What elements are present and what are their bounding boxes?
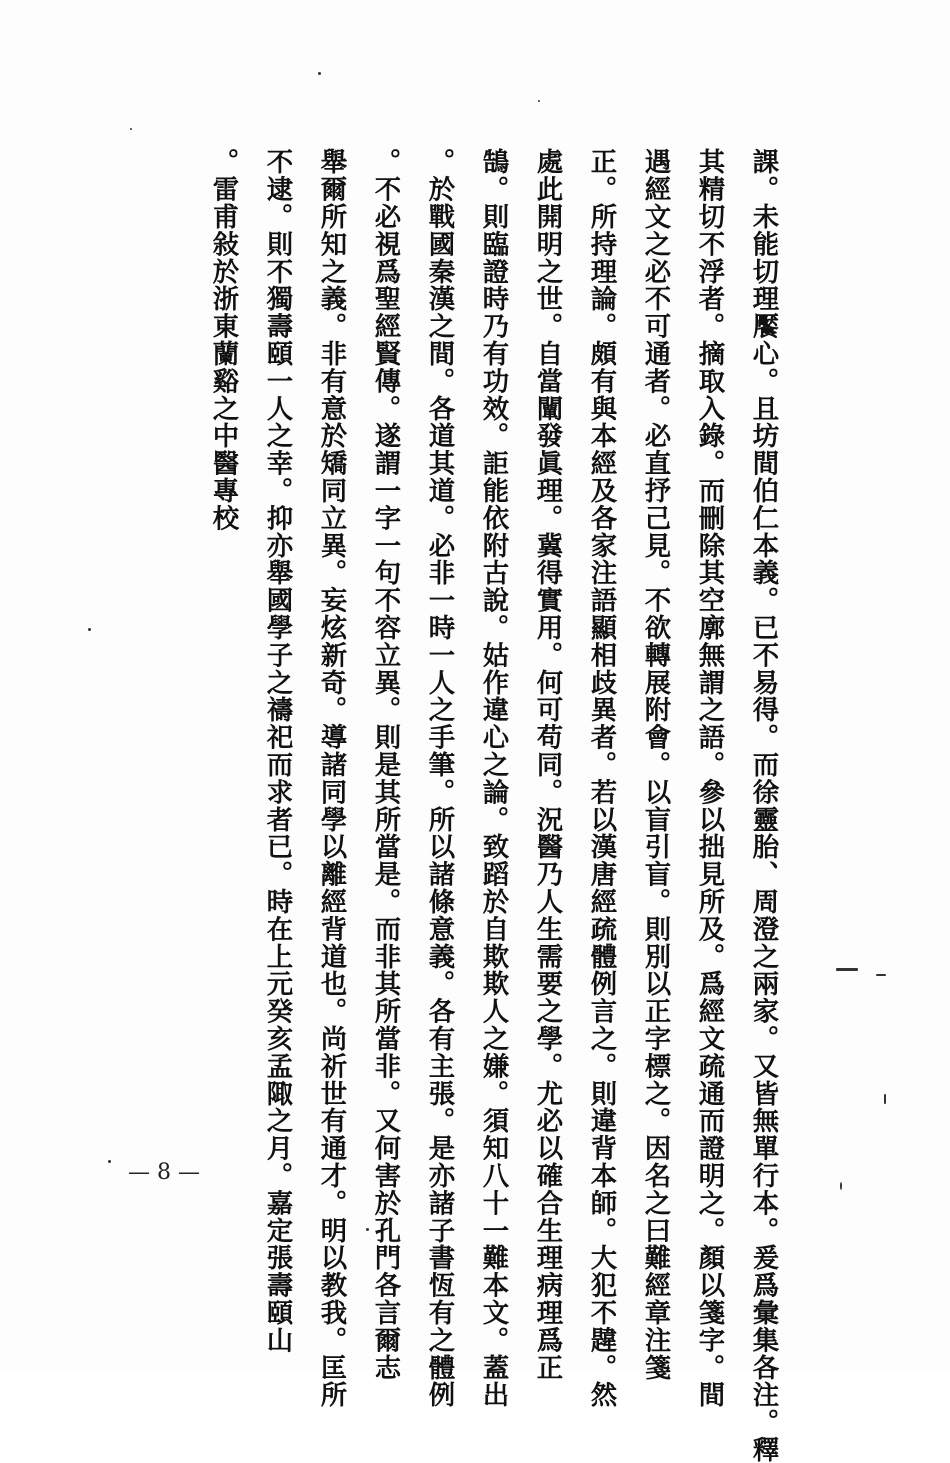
scan-speck	[130, 128, 132, 130]
text-column-6: 鵠。則臨證時乃有功效。詎能依附古說。姑作違心之論。致蹈於自欺欺人之嫌。須知八十一難本文。蓋出	[478, 148, 509, 1409]
scan-speck	[318, 72, 321, 75]
scan-speck	[88, 628, 91, 631]
scan-speck	[884, 1094, 886, 1104]
vertical-text-body	[200, 148, 780, 1463]
text-column-9: 舉爾所知之義。非有意於矯同立異。妄炫新奇。導諸同學以離經背道也。尚祈世有通才。明以教我。匡所	[316, 148, 347, 1409]
scan-speck	[366, 1228, 369, 1231]
text-column-4: 正。所持理論。頗有與本經及各家注語顯相歧異者。若以漢唐經疏體例言之。則違背本師。大犯不韙。然	[586, 148, 617, 1409]
text-column-7: 於戰國秦漢之間。各道其道。必非一時一人之手筆。所以諸條意義。各有主張。是亦諸子書恆有之體例。	[424, 148, 455, 1409]
page-number: — 8 —	[128, 1160, 200, 1185]
text-column-3: 遇經文之必不可通者。必直抒己見。不欲轉展附會。以盲引盲。則別以正字標之。因名之曰難經章注箋	[640, 148, 671, 1381]
text-column-11: 雷甫敍於浙東蘭谿之中醫專校。	[208, 148, 239, 532]
scan-speck	[840, 1182, 842, 1190]
scan-speck	[876, 974, 886, 976]
scan-speck	[538, 100, 540, 102]
text-column-2: 其精切不浮者。摘取入錄。而刪除其空廓無謂之語。參以拙見所及。爲經文疏通而證明之。顏以箋字。間	[694, 148, 725, 1409]
text-column-10: 不逮。則不獨壽頤一人之幸。抑亦舉國學子之禱祀而求者已。時在上元癸亥孟陬之月。嘉定張壽頤山	[262, 148, 293, 1354]
text-column-8: 不必視爲聖經賢傳。遂謂一字一句不容立異。則是其所當是。而非其所當非。又何害於孔門各言爾志。	[370, 148, 401, 1382]
text-column-1: 課。未能切理饜心。且坊間伯仁本義。已不易得。而徐靈胎、周澄之兩家。又皆無單行本。爰爲彙集各注。釋	[748, 148, 779, 1463]
text-column-5: 處此開明之世。自當闡發眞理。冀得實用。何可苟同。況醫乃人生需要之學。尤必以確合生理病理爲正	[532, 148, 563, 1381]
scan-speck	[836, 968, 858, 971]
scan-speck	[108, 1160, 111, 1163]
